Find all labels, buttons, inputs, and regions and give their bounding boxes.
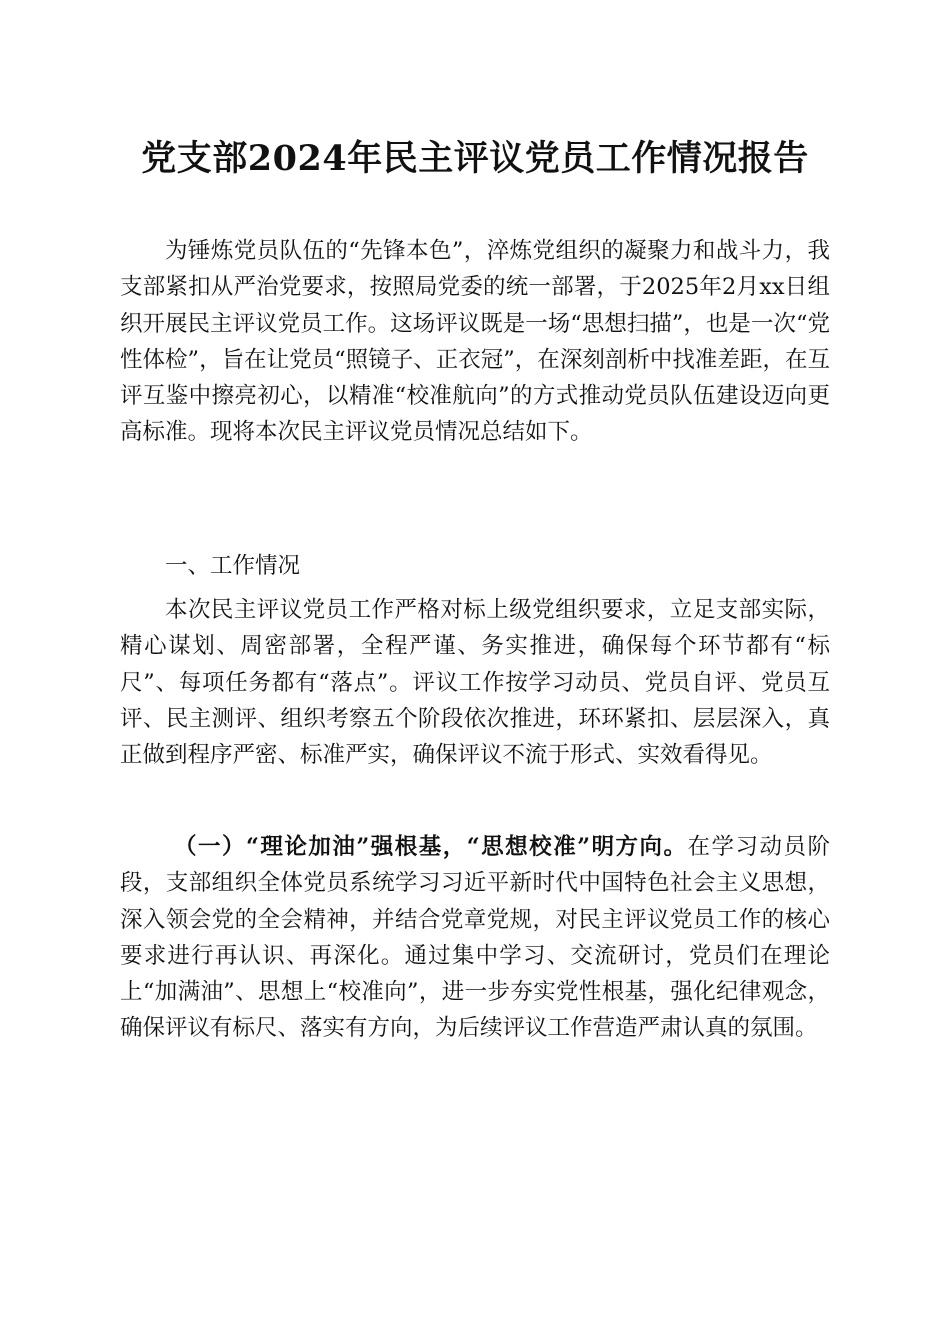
document-title: 党支部2024年民主评议党员工作情况报告 [141,138,809,179]
section-heading-work-status: 一、工作情况 [165,553,301,579]
subsection-lead-heading: （一）“理论加油”强根基，“思想校准”明方向。 [174,834,688,860]
intro-paragraph: 为锤炼党员队伍的“先锋本色”，淬炼党组织的凝聚力和战斗力，我支部紧扣从严治党要求，按照局党委的统一部署，于2025年2月xx日组织开展民主评议党员工作。这场评议既是一场“思想扫描”，也是一次“党性体检”，旨在让党员“照镜子、正衣冠”，在深刻剖析中找准差距，在互评互鉴中擦亮初心，以精准“校准航向”的方式推动党员队伍建设迈向更高标准。现将本次民主评议党员情况总结如下。 [120,238,830,446]
subsection-paragraph-theory [120,829,830,1047]
section-paragraph-work-status: 本次民主评议党员工作严格对标上级党组织要求，立足支部实际，精心谋划、周密部署，全程严谨、务实推进，确保每个环节都有“标尺”、每项任务都有“落点”。评议工作按学习动员、党员自评、党员互评、民主测评、组织考察五个阶段依次推进，环环紧扣、层层深入，真正做到程序严密、标准严实，确保评议不流于形式、实效看得见。 [120,597,830,768]
subsection-body-text: 在学习动员阶段，支部组织全体党员系统学习习近平新时代中国特色社会主义思想，深入领会党的全会精神，并结合党章党规，对民主评议党员工作的核心要求进行再认识、再深化。通过集中学习、交流研讨，党员们在理论上“加满油”、思想上“校准向”，进一步夯实党性根基，强化纪律观念，确保评议有标尺、落实有方向，为后续评议工作营造严肃认真的氛围。 [120,834,830,1042]
